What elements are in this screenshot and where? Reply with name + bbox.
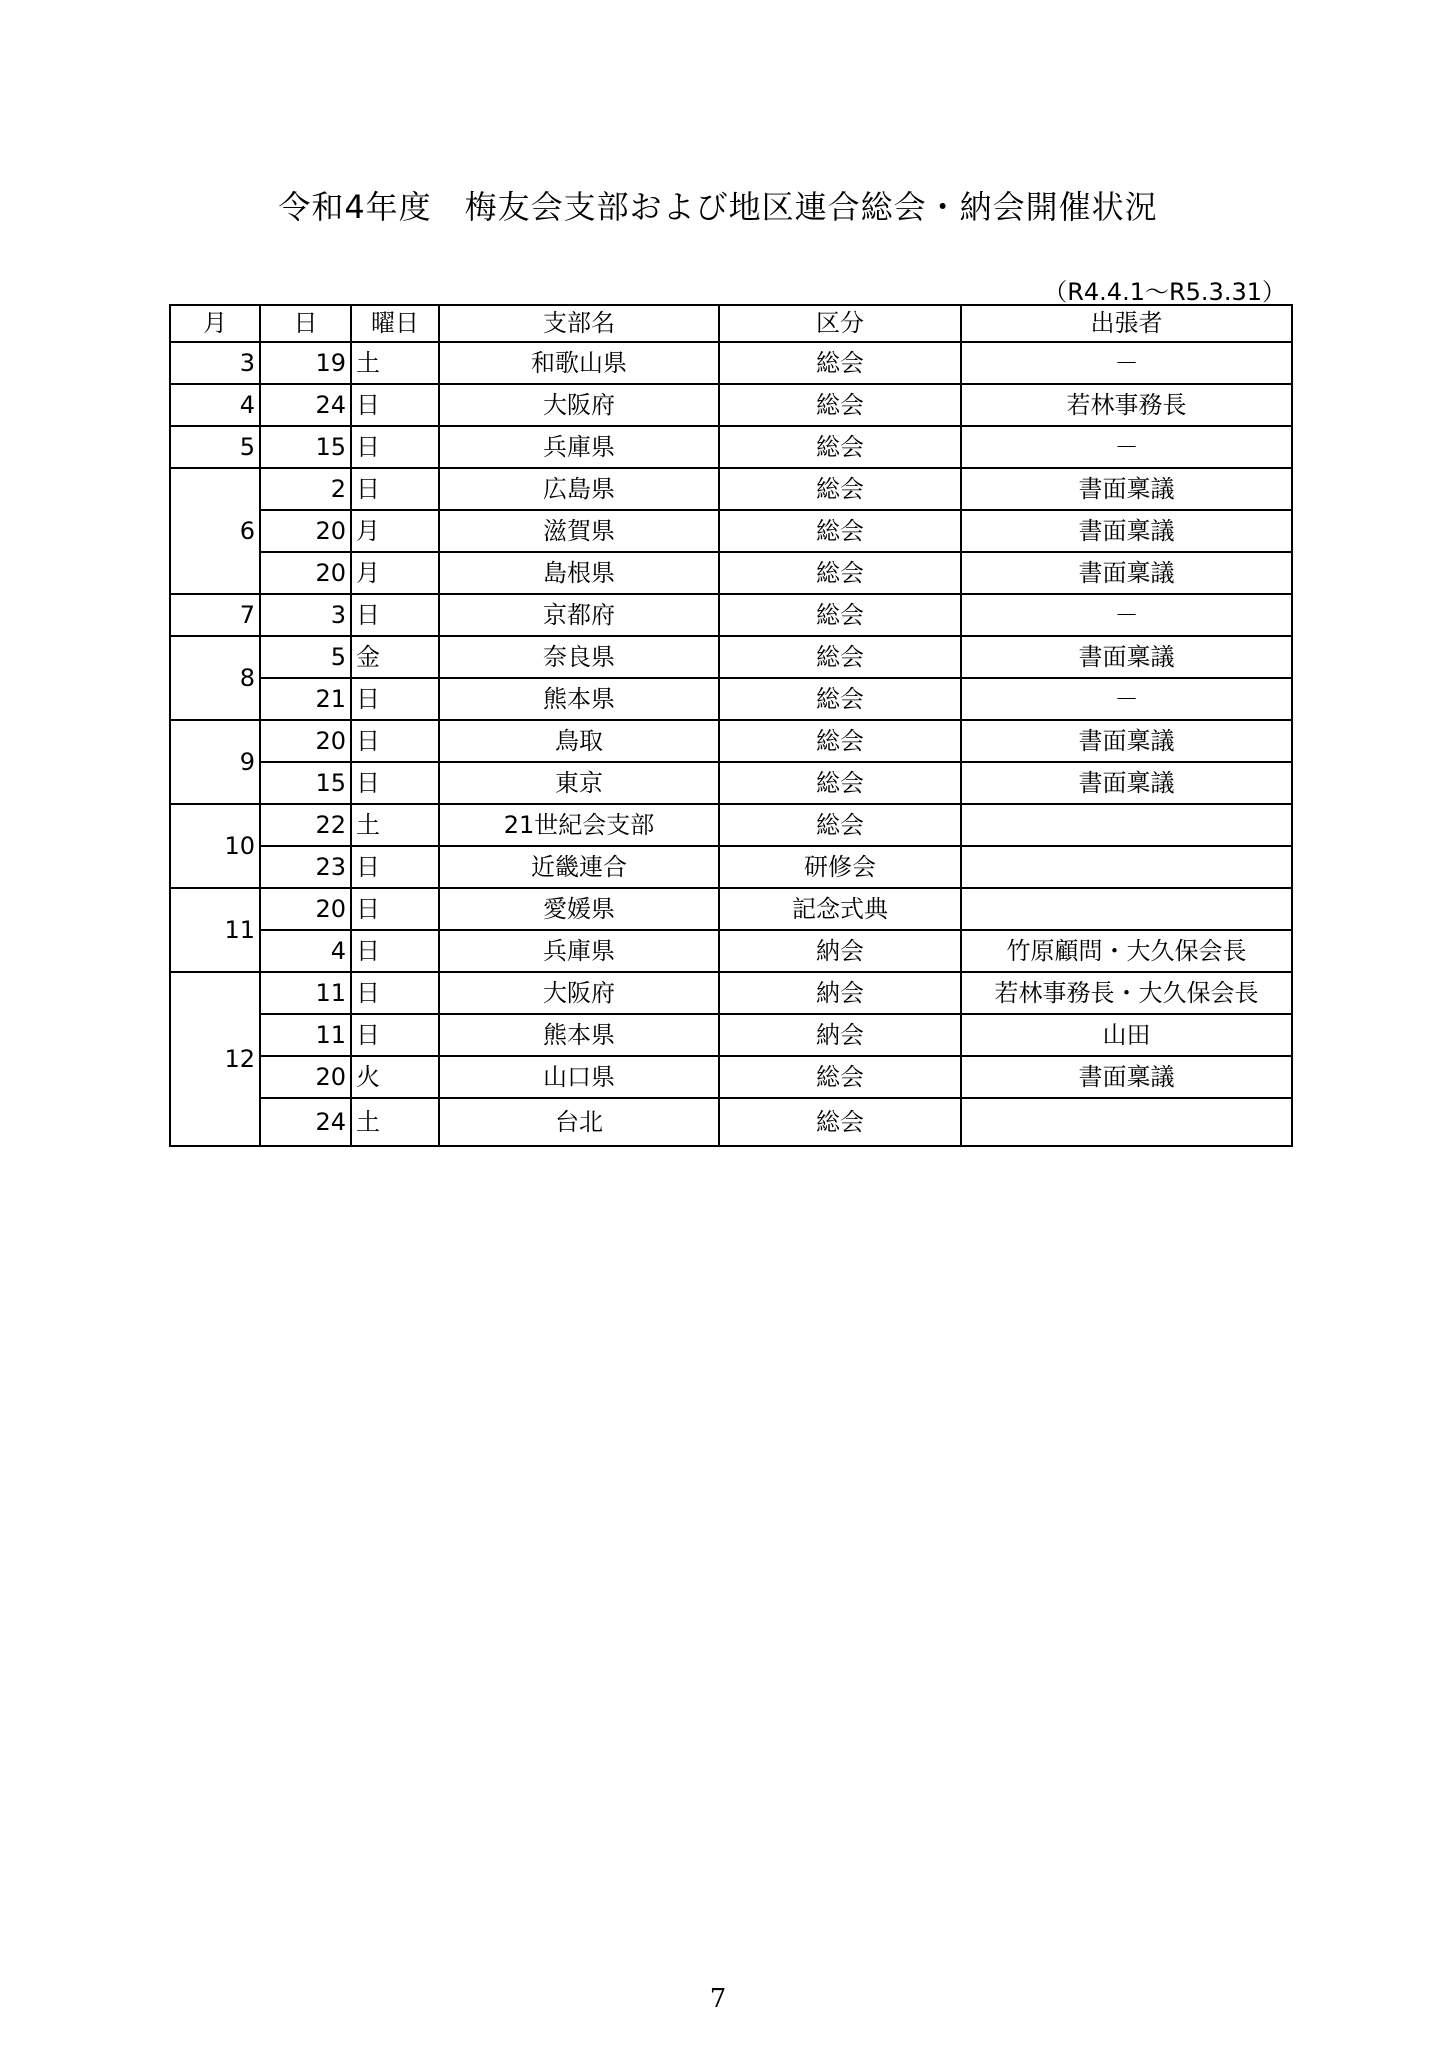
table-row <box>170 804 1292 846</box>
cell-attendee <box>961 888 1292 930</box>
cell-attendee: 若林事務長・大久保会長 <box>961 972 1292 1014</box>
cell-month: 12 <box>170 972 260 1146</box>
cell-day: 19 <box>260 342 351 384</box>
cell-day: 15 <box>260 762 351 804</box>
cell-branch: 山口県 <box>439 1056 719 1098</box>
cell-category: 総会 <box>719 636 961 678</box>
cell-weekday: 日 <box>351 468 439 510</box>
cell-branch: 鳥取 <box>439 720 719 762</box>
cell-month: 4 <box>170 384 260 426</box>
cell-category: 納会 <box>719 972 961 1014</box>
cell-category: 総会 <box>719 552 961 594</box>
period-range: （R4.4.1～R5.3.31） <box>1043 278 1286 306</box>
table-row <box>170 888 1292 930</box>
cell-day: 3 <box>260 594 351 636</box>
cell-month: 11 <box>170 888 260 972</box>
cell-branch: 奈良県 <box>439 636 719 678</box>
cell-attendee: 書面稟議 <box>961 510 1292 552</box>
cell-category: 総会 <box>719 426 961 468</box>
cell-attendee: － <box>961 678 1292 720</box>
table-row <box>170 342 1292 384</box>
cell-day: 21 <box>260 678 351 720</box>
cell-branch: 兵庫県 <box>439 426 719 468</box>
cell-category: 総会 <box>719 720 961 762</box>
table-row <box>170 552 1292 594</box>
cell-weekday: 日 <box>351 384 439 426</box>
cell-weekday: 日 <box>351 930 439 972</box>
cell-weekday: 土 <box>351 804 439 846</box>
cell-weekday: 日 <box>351 720 439 762</box>
cell-weekday: 日 <box>351 762 439 804</box>
cell-attendee <box>961 804 1292 846</box>
cell-branch: 熊本県 <box>439 1014 719 1056</box>
cell-branch: 広島県 <box>439 468 719 510</box>
cell-attendee: 若林事務長 <box>961 384 1292 426</box>
cell-category: 総会 <box>719 594 961 636</box>
table-row <box>170 1056 1292 1098</box>
cell-category: 研修会 <box>719 846 961 888</box>
cell-attendee: 竹原顧問・大久保会長 <box>961 930 1292 972</box>
cell-weekday: 月 <box>351 510 439 552</box>
cell-weekday: 日 <box>351 678 439 720</box>
cell-month: 8 <box>170 636 260 720</box>
cell-attendee: 書面稟議 <box>961 552 1292 594</box>
cell-day: 20 <box>260 720 351 762</box>
cell-weekday: 火 <box>351 1056 439 1098</box>
table-row <box>170 720 1292 762</box>
cell-category: 記念式典 <box>719 888 961 930</box>
cell-weekday: 日 <box>351 1014 439 1056</box>
header-month: 月 <box>170 305 260 342</box>
cell-day: 20 <box>260 552 351 594</box>
cell-day: 20 <box>260 1056 351 1098</box>
header-category: 区分 <box>719 305 961 342</box>
cell-attendee: 書面稟議 <box>961 636 1292 678</box>
cell-day: 22 <box>260 804 351 846</box>
meeting-status-table <box>169 304 1293 1147</box>
cell-weekday: 月 <box>351 552 439 594</box>
cell-month: 10 <box>170 804 260 888</box>
cell-branch: 京都府 <box>439 594 719 636</box>
cell-category: 総会 <box>719 384 961 426</box>
cell-attendee: － <box>961 426 1292 468</box>
cell-branch: 愛媛県 <box>439 888 719 930</box>
cell-branch: 東京 <box>439 762 719 804</box>
cell-day: 20 <box>260 510 351 552</box>
table-row <box>170 594 1292 636</box>
cell-day: 15 <box>260 426 351 468</box>
table-row <box>170 384 1292 426</box>
cell-weekday: 日 <box>351 846 439 888</box>
table-row <box>170 468 1292 510</box>
page-title: 令和4年度 梅友会支部および地区連合総会・納会開催状況 <box>278 188 1158 226</box>
cell-day: 24 <box>260 384 351 426</box>
cell-attendee: 山田 <box>961 1014 1292 1056</box>
cell-weekday: 日 <box>351 888 439 930</box>
cell-category: 総会 <box>719 762 961 804</box>
table-row <box>170 678 1292 720</box>
cell-attendee: － <box>961 342 1292 384</box>
cell-category: 総会 <box>719 468 961 510</box>
cell-category: 納会 <box>719 930 961 972</box>
cell-weekday: 土 <box>351 342 439 384</box>
cell-branch: 台北 <box>439 1098 719 1146</box>
cell-day: 2 <box>260 468 351 510</box>
header-branch: 支部名 <box>439 305 719 342</box>
header-weekday: 曜日 <box>351 305 439 342</box>
cell-weekday: 日 <box>351 594 439 636</box>
table-header-row <box>170 305 1292 342</box>
cell-attendee: 書面稟議 <box>961 468 1292 510</box>
cell-weekday: 日 <box>351 972 439 1014</box>
cell-attendee: 書面稟議 <box>961 720 1292 762</box>
cell-month: 7 <box>170 594 260 636</box>
cell-day: 20 <box>260 888 351 930</box>
table-row <box>170 762 1292 804</box>
cell-branch: 熊本県 <box>439 678 719 720</box>
cell-day: 24 <box>260 1098 351 1146</box>
page-number: 7 <box>709 1984 727 2014</box>
cell-category: 総会 <box>719 1056 961 1098</box>
cell-branch: 大阪府 <box>439 972 719 1014</box>
cell-branch: 島根県 <box>439 552 719 594</box>
header-attendee: 出張者 <box>961 305 1292 342</box>
table-row <box>170 846 1292 888</box>
header-day: 日 <box>260 305 351 342</box>
cell-category: 納会 <box>719 1014 961 1056</box>
cell-day: 11 <box>260 972 351 1014</box>
table-row <box>170 1014 1292 1056</box>
cell-category: 総会 <box>719 678 961 720</box>
table-row <box>170 930 1292 972</box>
cell-attendee <box>961 846 1292 888</box>
cell-day: 23 <box>260 846 351 888</box>
cell-attendee: 書面稟議 <box>961 762 1292 804</box>
cell-branch: 和歌山県 <box>439 342 719 384</box>
cell-day: 4 <box>260 930 351 972</box>
cell-month: 5 <box>170 426 260 468</box>
cell-branch: 滋賀県 <box>439 510 719 552</box>
cell-attendee: 書面稟議 <box>961 1056 1292 1098</box>
cell-branch: 近畿連合 <box>439 846 719 888</box>
cell-branch: 21世紀会支部 <box>439 804 719 846</box>
cell-weekday: 日 <box>351 426 439 468</box>
cell-weekday: 金 <box>351 636 439 678</box>
cell-category: 総会 <box>719 342 961 384</box>
cell-attendee <box>961 1098 1292 1146</box>
cell-category: 総会 <box>719 510 961 552</box>
table-row <box>170 426 1292 468</box>
table-row <box>170 510 1292 552</box>
cell-weekday: 土 <box>351 1098 439 1146</box>
cell-attendee: － <box>961 594 1292 636</box>
cell-branch: 兵庫県 <box>439 930 719 972</box>
cell-month: 3 <box>170 342 260 384</box>
cell-category: 総会 <box>719 804 961 846</box>
table-row <box>170 972 1292 1014</box>
cell-category: 総会 <box>719 1098 961 1146</box>
table-row <box>170 1098 1292 1146</box>
cell-day: 11 <box>260 1014 351 1056</box>
cell-day: 5 <box>260 636 351 678</box>
cell-month: 9 <box>170 720 260 804</box>
cell-branch: 大阪府 <box>439 384 719 426</box>
table-row <box>170 636 1292 678</box>
cell-month: 6 <box>170 468 260 594</box>
